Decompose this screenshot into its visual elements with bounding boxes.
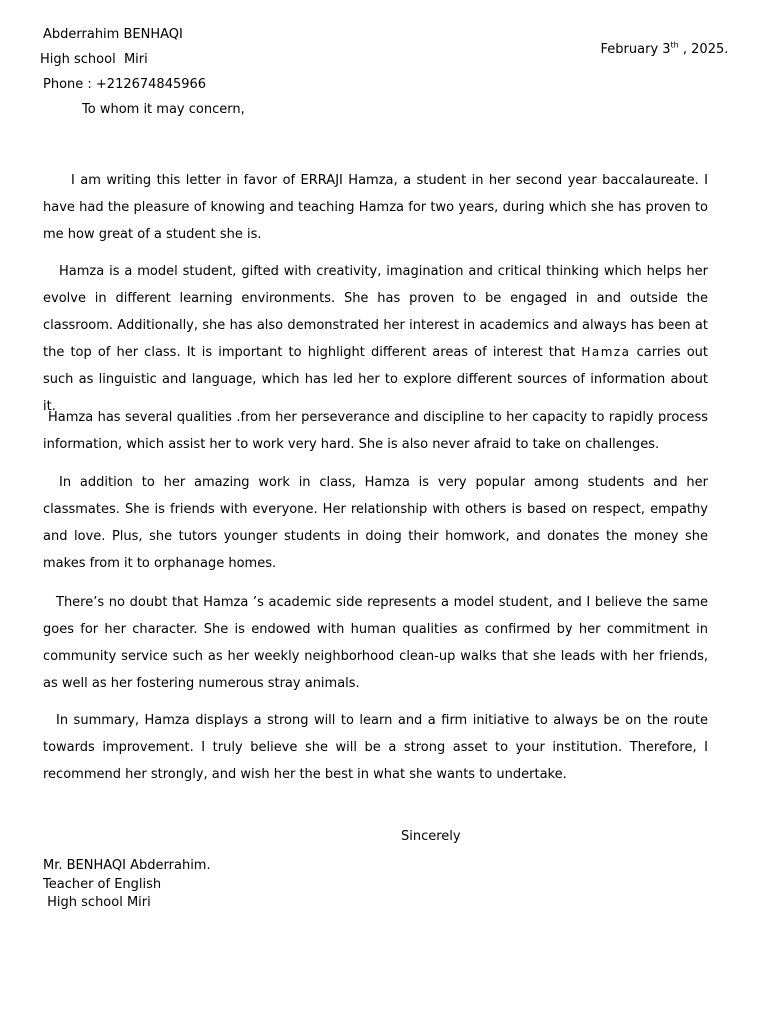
paragraph-2-name: Hamza [581, 345, 631, 359]
paragraph-3 [43, 404, 708, 458]
signature-block [43, 857, 211, 913]
sender-name: Abderrahim BENHAQI [43, 27, 183, 42]
date-rest: , 2025. [678, 42, 729, 57]
paragraph-4-text: In addition to her amazing work in class, Hamza is very popular among students and her classmates. She is friends with everyone. Her relationship with others is based on respect, empathy and love. Plus, she tutors younger students in doing their homwork, and donates the money she makes from it to orphanage homes. [43, 475, 708, 571]
paragraph-3-text: Hamza has several qualities .from her perseverance and discipline to her capacity to rapidly process information, which assist her to work very hard. She is also never afraid to take on challenges. [43, 410, 708, 452]
date-suffix: th [670, 40, 679, 50]
paragraph-1 [43, 167, 708, 248]
paragraph-2-text-b: carries out such as linguistic and language, which has led her to explore different sources of information about it. [43, 345, 708, 414]
sender-school: High school Miri [40, 52, 148, 67]
closing: Sincerely [401, 829, 461, 844]
paragraph-2 [43, 258, 708, 420]
signature-name: Mr. BENHAQI Abderrahim. [43, 858, 211, 873]
paragraph-5-text: There’s no doubt that Hamza ’s academic side represents a model student, and I believe the same goes for her character. She is endowed with human qualities as confirmed by her commitment in community service such as her weekly neighborhood clean-up walks that she leads with her friends, as well as her fostering numerous stray animals. [43, 595, 708, 691]
paragraph-5 [43, 589, 708, 697]
sender-phone: Phone : +212674845966 [43, 77, 207, 92]
paragraph-1-text: I am writing this letter in favor of ERRAJI Hamza, a student in her second year baccalaureate. I have had the pleasure of knowing and teaching Hamza for two years, during which she has proven to me how great of a student she is. [43, 173, 708, 242]
paragraph-6 [43, 707, 708, 788]
paragraph-6-text: In summary, Hamza displays a strong will to learn and a firm initiative to always be on the route towards improvement. I truly believe she will be a strong asset to your institution. Therefore, I recommend her strongly, and wish her the best in what she wants to undertake. [43, 713, 708, 782]
letter-date [584, 27, 728, 72]
paragraph-4 [43, 469, 708, 577]
paragraph-2-text-a: Hamza is a model student, gifted with creativity, imagination and critical thinking which helps her evolve in different learning environments. She has proven to be engaged in and outside the classroom. Additionally, she has also demonstrated her interest in academics and always has been at the top of her class. It is important to highlight different areas of interest that [43, 264, 708, 360]
signature-school: High school Miri [43, 895, 151, 910]
salutation: To whom it may concern, [82, 102, 245, 117]
date-main: February 3 [600, 42, 671, 57]
signature-title: Teacher of English [43, 876, 162, 892]
